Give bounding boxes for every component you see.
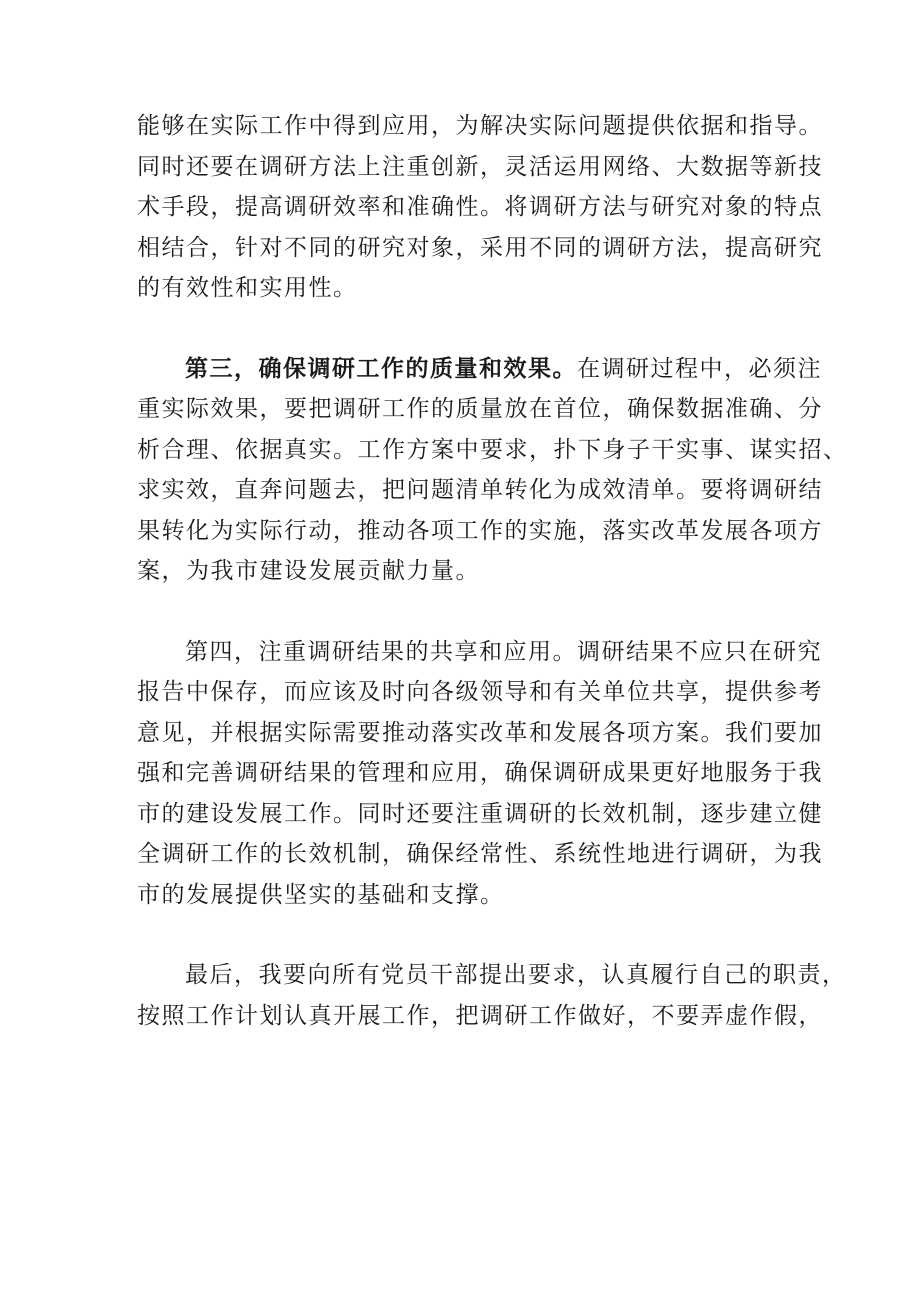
text-line: 能够在实际工作中得到应用，为解决实际问题提供依据和指导。 — [137, 113, 823, 139]
text-line: 重实际效果，要把调研工作的质量放在首位，确保数据准确、分 — [137, 396, 823, 422]
paragraph-final-point — [137, 955, 847, 1036]
text-line: 求实效，直奔问题去，把问题清单转化为成效清单。要将调研结 — [137, 477, 823, 503]
text-line: 最后，我要向所有党员干部提出要求，认真履行自己的职责， — [185, 962, 847, 988]
text-line: 市的建设发展工作。同时还要注重调研的长效机制，逐步建立健 — [137, 800, 823, 827]
paragraph-third-point — [137, 349, 848, 592]
text-line — [137, 349, 822, 390]
text-line: 案，为我市建设发展贡献力量。 — [137, 558, 480, 584]
text-line: 第四，注重调研结果的共享和应用。调研结果不应只在研究 — [185, 638, 822, 665]
text-line: 意见，并根据实际需要推动落实改革和发展各项方案。我们要加 — [137, 719, 823, 746]
text-line: 果转化为实际行动，推动各项工作的实施，落实改革发展各项方 — [137, 517, 823, 544]
text-line: 析合理、依据真实。工作方案中要求，扑下身子干实事、谋实招、 — [137, 436, 848, 463]
text-run: 在调研过程中，必须注 — [577, 355, 822, 382]
text-line: 市的发展提供坚实的基础和支撑。 — [137, 881, 505, 908]
text-line: 全调研工作的长效机制，确保经常性、系统性地进行调研，为我 — [137, 841, 823, 867]
paragraph-fourth-point — [137, 632, 823, 916]
text-line: 按照工作计划认真开展工作，把调研工作做好，不要弄虚作假， — [137, 1002, 823, 1029]
paragraph-lead-heading: 第三，确保调研工作的质量和效果。 — [185, 354, 577, 382]
text-line: 同时还要在调研方法上注重创新，灵活运用网络、大数据等新技 — [137, 153, 823, 180]
text-line: 报告中保存，而应该及时向各级领导和有关单位共享，提供参考 — [137, 679, 823, 705]
document-body — [137, 106, 848, 1036]
text-line: 术手段，提高调研效率和准确性。将调研方法与研究对象的特点 — [137, 194, 823, 220]
text-line: 强和完善调研结果的管理和应用，确保调研成果更好地服务于我 — [137, 760, 823, 786]
text-line: 相结合，针对不同的研究对象，采用不同的调研方法，提高研究 — [137, 234, 823, 261]
paragraph-research-methods — [137, 106, 823, 309]
text-line: 的有效性和实用性。 — [137, 275, 358, 301]
